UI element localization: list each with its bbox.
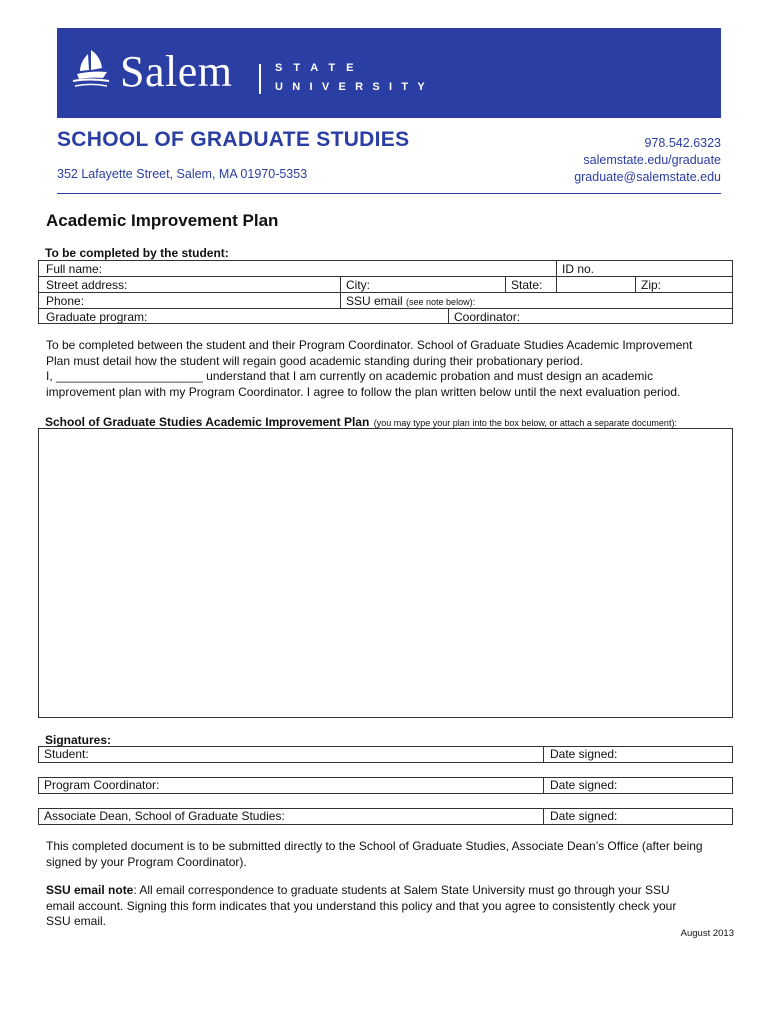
university-banner bbox=[57, 28, 721, 118]
plan-hint: (you may type your plan into the box below, or attach a separate document): bbox=[373, 418, 677, 428]
intro-paragraph bbox=[46, 338, 736, 400]
logo-state-text: STATE bbox=[275, 62, 365, 74]
id-number-field[interactable]: ID no. bbox=[562, 262, 595, 276]
contact-block bbox=[574, 135, 721, 186]
student-info-table bbox=[38, 260, 733, 324]
email-note bbox=[46, 883, 736, 930]
submission-line: This completed document is to be submitted directly to the School of Graduate Studies, Associate Dean’s Office (after being bbox=[46, 839, 703, 853]
ssu-email-field[interactable] bbox=[341, 293, 475, 309]
intro-line: improvement plan with my Program Coordinator. I agree to follow the plan written below until the next evaluation period. bbox=[46, 384, 681, 399]
contact-website[interactable]: salemstate.edu/graduate bbox=[583, 153, 721, 167]
signature-divider bbox=[543, 809, 544, 824]
logo-university-text: UNIVERSITY bbox=[275, 81, 435, 93]
plan-text-area[interactable] bbox=[38, 428, 733, 718]
email-note-text: email account. Signing this form indicates that you understand this policy and that you agree to consistently check your bbox=[46, 898, 677, 913]
graduate-program-field[interactable]: Graduate program: bbox=[46, 310, 148, 324]
plan-label: School of Graduate Studies Academic Improvement Plan bbox=[45, 415, 370, 429]
email-note-label: SSU email note bbox=[46, 883, 134, 897]
state-field[interactable]: State: bbox=[511, 278, 543, 292]
zip-field[interactable]: Zip: bbox=[641, 278, 662, 292]
header-divider bbox=[57, 193, 721, 194]
submission-instructions bbox=[46, 839, 736, 870]
email-note-text: SSU email. bbox=[46, 914, 107, 928]
logo-wordmark: Salem bbox=[120, 47, 233, 96]
student-signature-label: Student: bbox=[44, 747, 89, 761]
signature-divider bbox=[543, 747, 544, 762]
intro-line: To be completed between the student and their Program Coordinator. School of Graduate Studies Academic Improvement bbox=[46, 338, 693, 352]
dean-signature-label: Associate Dean, School of Graduate Studies: bbox=[44, 809, 285, 823]
coordinator-signature-row[interactable] bbox=[38, 777, 733, 794]
coordinator-signature-label: Program Coordinator: bbox=[44, 778, 160, 792]
signature-divider bbox=[543, 778, 544, 793]
intro-line: Plan must detail how the student will regain good academic standing during their probationary period. bbox=[46, 353, 583, 368]
signatures-label: Signatures: bbox=[45, 733, 112, 747]
city-field[interactable]: City: bbox=[346, 278, 370, 292]
revision-date: August 2013 bbox=[680, 928, 734, 939]
intro-line: I, ______________________ understand that I am currently on academic probation and must design an academic bbox=[46, 369, 654, 383]
student-date-signed[interactable]: Date signed: bbox=[550, 747, 618, 761]
school-title: SCHOOL OF GRADUATE STUDIES bbox=[57, 128, 410, 151]
contact-phone: 978.542.6323 bbox=[644, 136, 721, 150]
page-title: Academic Improvement Plan bbox=[46, 211, 279, 230]
student-signature-row[interactable] bbox=[38, 746, 733, 763]
logo-divider bbox=[259, 64, 261, 94]
ship-logo-icon bbox=[71, 48, 111, 92]
submission-line: signed by your Program Coordinator). bbox=[46, 854, 247, 869]
school-address: 352 Lafayette Street, Salem, MA 01970-5353 bbox=[57, 167, 308, 181]
dean-date-signed[interactable]: Date signed: bbox=[550, 809, 618, 823]
coordinator-date-signed[interactable]: Date signed: bbox=[550, 778, 618, 792]
full-name-field[interactable]: Full name: bbox=[46, 262, 103, 276]
contact-email[interactable]: graduate@salemstate.edu bbox=[574, 170, 721, 184]
email-note-text: : All email correspondence to graduate students at Salem State University must go through your SSU bbox=[133, 883, 670, 897]
student-section-label: To be completed by the student: bbox=[45, 246, 229, 260]
dean-signature-row[interactable] bbox=[38, 808, 733, 825]
ssu-email-label: SSU email bbox=[346, 294, 403, 308]
ssu-email-note-ref: (see note below): bbox=[406, 297, 476, 307]
street-address-field[interactable]: Street address: bbox=[46, 278, 128, 292]
coordinator-field[interactable]: Coordinator: bbox=[454, 310, 521, 324]
phone-field[interactable]: Phone: bbox=[46, 294, 85, 308]
